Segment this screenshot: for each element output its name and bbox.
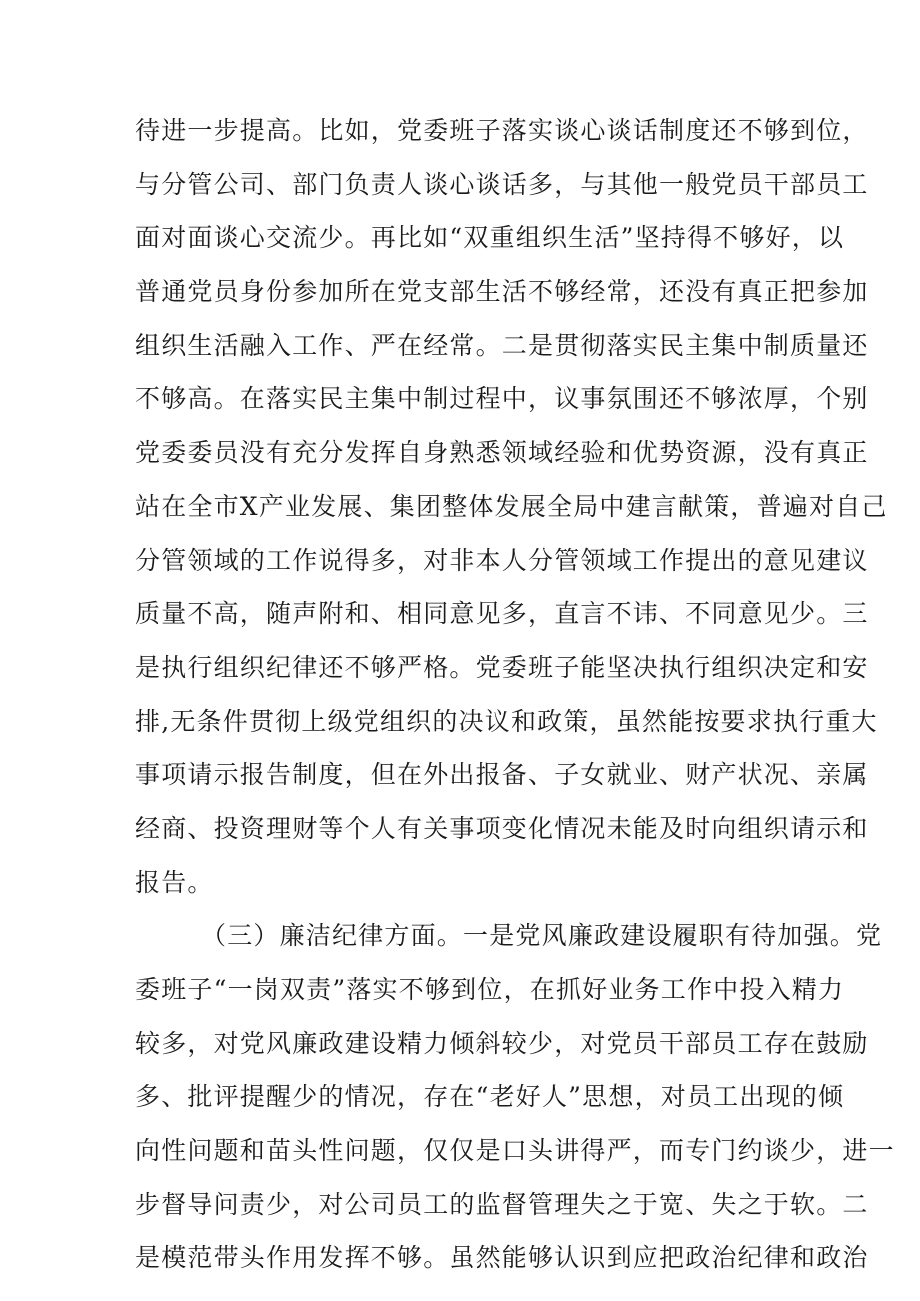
text-line: 质量不高，随声附和、相同意见多，直言不讳、不同意见少。三 — [135, 599, 869, 629]
text-line: 站在全市X产业发展、集团整体发展全局中建言献策，普遍对自己 — [135, 491, 888, 521]
text-line: 事项请示报告制度，但在外出报备、子女就业、财产状况、亲属 — [135, 760, 869, 790]
text-line: 步督导问责少，对公司员工的监督管理失之于宽、失之于软。二 — [135, 1189, 869, 1219]
text-line: 经商、投资理财等个人有关事项变化情况未能及时向组织请示和 — [135, 813, 869, 843]
text-line: 待进一步提高。比如，党委班子落实谈心谈话制度还不够到位， — [135, 116, 869, 145]
text-line: 排,无条件贯彻上级党组织的决议和政策，虽然能按要求执行重大 — [135, 706, 878, 736]
body-text — [135, 104, 895, 1285]
text-line: 报告。 — [135, 867, 214, 897]
text-line: 是模范带头作用发挥不够。虽然能够认识到应把政治纪律和政治 — [135, 1243, 869, 1273]
text-line: 组织生活融入工作、严在经常。二是贯彻落实民主集中制质量还 — [135, 330, 869, 360]
text-line: 党委委员没有充分发挥自身熟悉领域经验和优势资源，没有真正 — [135, 438, 869, 468]
text-line: 是执行组织纪律还不够严格。党委班子能坚决执行组织决定和安 — [135, 652, 869, 682]
text-line: 多、批评提醒少的情况，存在“老好人”思想，对员工出现的倾 — [135, 1082, 845, 1112]
text-line: 面对面谈心交流少。再比如“双重组织生活”坚持得不够好，以 — [135, 223, 845, 253]
text-line: 不够高。在落实民主集中制过程中，议事氛围还不够浓厚，个别 — [135, 384, 869, 414]
text-line: 与分管公司、部门负责人谈心谈话多，与其他一般党员干部员工 — [135, 169, 869, 199]
text-line: 委班子“一岗双责”落实不够到位，在抓好业务工作中投入精力 — [135, 975, 845, 1004]
text-line: 普通党员身份参加所在党支部生活不够经常，还没有真正把参加 — [135, 277, 869, 307]
text-line: 向性问题和苗头性问题，仅仅是口头讲得严，而专门约谈少，进一 — [135, 1136, 895, 1166]
text-line: 较多，对党风廉政建设精力倾斜较少，对党员干部员工存在鼓励 — [135, 1028, 869, 1058]
text-line: 分管领域的工作说得多，对非本人分管领域工作提出的意见建议 — [135, 545, 869, 575]
section-heading-line: （三）廉洁纪律方面。一是党风廉政建设履职有待加强。党 — [201, 921, 883, 951]
